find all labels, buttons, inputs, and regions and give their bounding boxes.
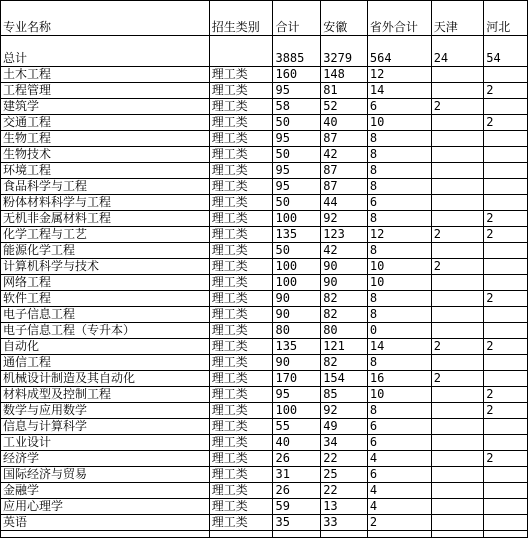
cell-major: 材料成型及控制工程 (1, 387, 210, 403)
cell-major: 工业设计 (1, 435, 210, 451)
header-total: 合计 (273, 1, 321, 36)
table-row-cutoff (1, 531, 528, 538)
cell-tianjin (431, 355, 484, 371)
table-row (1, 307, 528, 323)
cell-major: 粉体材料科学与工程 (1, 195, 210, 211)
cell-sum: 58 (273, 99, 321, 115)
cell-out: 6 (367, 99, 431, 115)
cell-anhui: 22 (321, 483, 368, 499)
cell-out: 10 (367, 387, 431, 403)
cell-category: 理工类 (209, 323, 273, 339)
table-row (1, 323, 528, 339)
cell-out: 4 (367, 451, 431, 467)
table-row (1, 515, 528, 531)
cell-category: 理工类 (209, 467, 273, 483)
table-row (1, 355, 528, 371)
cell-category: 理工类 (209, 195, 273, 211)
cell-out: 8 (367, 355, 431, 371)
header-anhui: 安徽 (321, 1, 368, 36)
cell-tianjin (431, 275, 484, 291)
cell-hebei: 2 (484, 115, 528, 131)
cell-hebei (484, 355, 528, 371)
cell-category: 理工类 (209, 83, 273, 99)
cell-out: 14 (367, 339, 431, 355)
cell-major: 土木工程 (1, 67, 210, 83)
cell-category: 理工类 (209, 131, 273, 147)
cell-hebei (484, 419, 528, 435)
table-row (1, 243, 528, 259)
cell-major: 国际经济与贸易 (1, 467, 210, 483)
cell-anhui: 42 (321, 243, 368, 259)
cell-hebei (484, 323, 528, 339)
cell-major: 应用心理学 (1, 499, 210, 515)
cell-major: 计算机科学与技术 (1, 259, 210, 275)
cell-tianjin (431, 323, 484, 339)
cell-sum: 26 (273, 451, 321, 467)
cell-category: 理工类 (209, 451, 273, 467)
cell-major: 无机非金属材料工程 (1, 211, 210, 227)
table-row (1, 99, 528, 115)
cell-hebei (484, 163, 528, 179)
table-row (1, 195, 528, 211)
cell-anhui: 92 (321, 211, 368, 227)
cell-tianjin (431, 67, 484, 83)
cell-empty (431, 531, 484, 538)
table-row (1, 371, 528, 387)
cell-major: 建筑学 (1, 99, 210, 115)
cell-sum: 95 (273, 83, 321, 99)
cell-anhui: 87 (321, 131, 368, 147)
cell-category: 理工类 (209, 355, 273, 371)
cell-out: 8 (367, 163, 431, 179)
cell-out: 14 (367, 83, 431, 99)
cell-sum: 100 (273, 259, 321, 275)
total-hebei: 54 (484, 36, 528, 67)
cell-sum: 135 (273, 339, 321, 355)
cell-hebei (484, 307, 528, 323)
cell-category: 理工类 (209, 371, 273, 387)
cell-sum: 50 (273, 243, 321, 259)
cell-sum: 40 (273, 435, 321, 451)
cell-anhui: 154 (321, 371, 368, 387)
cell-tianjin: 2 (431, 259, 484, 275)
table-row (1, 67, 528, 83)
cell-major: 英语 (1, 515, 210, 531)
cell-tianjin (431, 499, 484, 515)
cell-category: 理工类 (209, 259, 273, 275)
cell-anhui: 42 (321, 147, 368, 163)
cell-sum: 26 (273, 483, 321, 499)
cell-category: 理工类 (209, 307, 273, 323)
cell-anhui: 81 (321, 83, 368, 99)
cell-out: 8 (367, 243, 431, 259)
table-row (1, 499, 528, 515)
cell-category: 理工类 (209, 275, 273, 291)
total-tianjin: 24 (431, 36, 484, 67)
cell-out: 10 (367, 259, 431, 275)
table-row (1, 115, 528, 131)
cell-anhui: 13 (321, 499, 368, 515)
cell-major: 工程管理 (1, 83, 210, 99)
cell-category: 理工类 (209, 243, 273, 259)
cell-sum: 59 (273, 499, 321, 515)
cell-sum: 100 (273, 211, 321, 227)
cell-tianjin (431, 435, 484, 451)
cell-anhui: 22 (321, 451, 368, 467)
table-row (1, 275, 528, 291)
cell-out: 4 (367, 499, 431, 515)
cell-sum: 100 (273, 403, 321, 419)
cell-out: 8 (367, 131, 431, 147)
cell-sum: 31 (273, 467, 321, 483)
total-sum: 3885 (273, 36, 321, 67)
total-anhui: 3279 (321, 36, 368, 67)
cell-anhui: 148 (321, 67, 368, 83)
table-row (1, 451, 528, 467)
cell-major: 网络工程 (1, 275, 210, 291)
cell-sum: 160 (273, 67, 321, 83)
table-row (1, 147, 528, 163)
table-row (1, 291, 528, 307)
cell-anhui: 49 (321, 419, 368, 435)
cell-anhui: 80 (321, 323, 368, 339)
cell-tianjin: 2 (431, 99, 484, 115)
cell-tianjin (431, 419, 484, 435)
cell-category: 理工类 (209, 163, 273, 179)
cell-category: 理工类 (209, 483, 273, 499)
table-row (1, 435, 528, 451)
cell-tianjin (431, 387, 484, 403)
table-row (1, 163, 528, 179)
cell-anhui: 121 (321, 339, 368, 355)
cell-tianjin (431, 403, 484, 419)
cell-hebei (484, 195, 528, 211)
cell-major: 金融学 (1, 483, 210, 499)
cell-hebei (484, 483, 528, 499)
cell-empty (367, 531, 431, 538)
cell-hebei (484, 371, 528, 387)
cell-major: 经济学 (1, 451, 210, 467)
cell-major: 软件工程 (1, 291, 210, 307)
cell-anhui: 33 (321, 515, 368, 531)
cell-sum: 95 (273, 163, 321, 179)
cell-tianjin: 2 (431, 227, 484, 243)
cell-major: 信息与计算科学 (1, 419, 210, 435)
cell-sum: 50 (273, 195, 321, 211)
cell-hebei: 2 (484, 83, 528, 99)
cell-hebei (484, 99, 528, 115)
table-row (1, 131, 528, 147)
cell-category: 理工类 (209, 339, 273, 355)
cell-sum: 90 (273, 291, 321, 307)
table-row (1, 259, 528, 275)
cell-tianjin (431, 243, 484, 259)
cell-sum: 35 (273, 515, 321, 531)
cell-category: 理工类 (209, 227, 273, 243)
cell-out: 4 (367, 483, 431, 499)
cell-empty (209, 531, 273, 538)
cell-tianjin: 2 (431, 339, 484, 355)
cell-tianjin (431, 147, 484, 163)
cell-out: 10 (367, 275, 431, 291)
cell-sum: 95 (273, 387, 321, 403)
cell-major: 电子信息工程 (1, 307, 210, 323)
cell-out: 8 (367, 403, 431, 419)
total-category (209, 36, 273, 67)
table-row (1, 387, 528, 403)
cell-tianjin (431, 115, 484, 131)
total-row (1, 36, 528, 67)
cell-major: 生物工程 (1, 131, 210, 147)
cell-hebei (484, 515, 528, 531)
cell-anhui: 92 (321, 403, 368, 419)
cell-anhui: 40 (321, 115, 368, 131)
cell-out: 0 (367, 323, 431, 339)
table-row (1, 83, 528, 99)
cell-category: 理工类 (209, 147, 273, 163)
cell-anhui: 25 (321, 467, 368, 483)
cell-major: 食品科学与工程 (1, 179, 210, 195)
header-row (1, 1, 528, 36)
cell-anhui: 90 (321, 275, 368, 291)
cell-anhui: 87 (321, 179, 368, 195)
cell-hebei: 2 (484, 339, 528, 355)
table-row (1, 211, 528, 227)
cell-sum: 135 (273, 227, 321, 243)
cell-hebei: 2 (484, 451, 528, 467)
cell-hebei: 2 (484, 403, 528, 419)
cell-category: 理工类 (209, 291, 273, 307)
cell-out: 8 (367, 291, 431, 307)
header-tianjin: 天津 (431, 1, 484, 36)
cell-anhui: 82 (321, 291, 368, 307)
cell-tianjin (431, 515, 484, 531)
cell-anhui: 82 (321, 355, 368, 371)
cell-sum: 80 (273, 323, 321, 339)
cell-category: 理工类 (209, 435, 273, 451)
cell-out: 6 (367, 419, 431, 435)
cell-tianjin (431, 163, 484, 179)
cell-anhui: 34 (321, 435, 368, 451)
cell-sum: 90 (273, 307, 321, 323)
cell-out: 12 (367, 227, 431, 243)
cell-out: 6 (367, 467, 431, 483)
cell-major: 环境工程 (1, 163, 210, 179)
cell-major: 通信工程 (1, 355, 210, 371)
cell-category: 理工类 (209, 179, 273, 195)
cell-category: 理工类 (209, 387, 273, 403)
total-out: 564 (367, 36, 431, 67)
table-row (1, 339, 528, 355)
cell-anhui: 90 (321, 259, 368, 275)
cell-out: 8 (367, 307, 431, 323)
cell-hebei (484, 467, 528, 483)
cell-tianjin (431, 195, 484, 211)
cell-hebei (484, 147, 528, 163)
table-row (1, 419, 528, 435)
cell-hebei (484, 131, 528, 147)
cell-category: 理工类 (209, 499, 273, 515)
cell-anhui: 44 (321, 195, 368, 211)
cell-tianjin (431, 467, 484, 483)
cell-major: 化学工程与工艺 (1, 227, 210, 243)
cell-major: 自动化 (1, 339, 210, 355)
cell-hebei (484, 435, 528, 451)
cell-out: 16 (367, 371, 431, 387)
cell-tianjin (431, 451, 484, 467)
cell-sum: 95 (273, 179, 321, 195)
cell-sum: 50 (273, 115, 321, 131)
cell-major: 能源化学工程 (1, 243, 210, 259)
total-label: 总计 (1, 36, 210, 67)
cell-tianjin (431, 131, 484, 147)
cell-tianjin (431, 291, 484, 307)
cell-hebei (484, 243, 528, 259)
cell-tianjin (431, 211, 484, 227)
cell-anhui: 85 (321, 387, 368, 403)
cell-anhui: 123 (321, 227, 368, 243)
cell-sum: 90 (273, 355, 321, 371)
cell-major: 电子信息工程（专升本） (1, 323, 210, 339)
table-row (1, 179, 528, 195)
cell-tianjin (431, 83, 484, 99)
cell-category: 理工类 (209, 419, 273, 435)
cell-hebei: 2 (484, 227, 528, 243)
cell-out: 10 (367, 115, 431, 131)
table-row (1, 227, 528, 243)
cell-category: 理工类 (209, 403, 273, 419)
cell-out: 8 (367, 211, 431, 227)
cell-sum: 50 (273, 147, 321, 163)
cell-category: 理工类 (209, 211, 273, 227)
cell-hebei (484, 67, 528, 83)
cell-out: 2 (367, 515, 431, 531)
cell-empty (321, 531, 368, 538)
cell-anhui: 82 (321, 307, 368, 323)
cell-category: 理工类 (209, 115, 273, 131)
cell-sum: 100 (273, 275, 321, 291)
cell-empty (273, 531, 321, 538)
header-hebei: 河北 (484, 1, 528, 36)
cell-sum: 170 (273, 371, 321, 387)
cell-empty (1, 531, 210, 538)
cell-major: 交通工程 (1, 115, 210, 131)
cell-tianjin (431, 483, 484, 499)
cell-tianjin: 2 (431, 371, 484, 387)
cell-hebei (484, 275, 528, 291)
table-row (1, 467, 528, 483)
cell-sum: 55 (273, 419, 321, 435)
cell-hebei (484, 259, 528, 275)
table-row (1, 483, 528, 499)
cell-major: 数学与应用数学 (1, 403, 210, 419)
cell-out: 8 (367, 147, 431, 163)
cell-hebei (484, 179, 528, 195)
cell-tianjin (431, 307, 484, 323)
header-category: 招生类别 (209, 1, 273, 36)
cell-tianjin (431, 179, 484, 195)
table-row (1, 403, 528, 419)
header-out-of-province: 省外合计 (367, 1, 431, 36)
cell-anhui: 52 (321, 99, 368, 115)
header-major: 专业名称 (1, 1, 210, 36)
cell-hebei: 2 (484, 387, 528, 403)
cell-hebei: 2 (484, 211, 528, 227)
cell-hebei: 2 (484, 291, 528, 307)
cell-out: 8 (367, 179, 431, 195)
cell-empty (484, 531, 528, 538)
cell-anhui: 87 (321, 163, 368, 179)
cell-major: 生物技术 (1, 147, 210, 163)
cell-out: 12 (367, 67, 431, 83)
cell-sum: 95 (273, 131, 321, 147)
cell-category: 理工类 (209, 67, 273, 83)
cell-category: 理工类 (209, 99, 273, 115)
cell-major: 机械设计制造及其自动化 (1, 371, 210, 387)
cell-out: 6 (367, 195, 431, 211)
cell-category: 理工类 (209, 515, 273, 531)
cell-out: 6 (367, 435, 431, 451)
cell-hebei (484, 499, 528, 515)
